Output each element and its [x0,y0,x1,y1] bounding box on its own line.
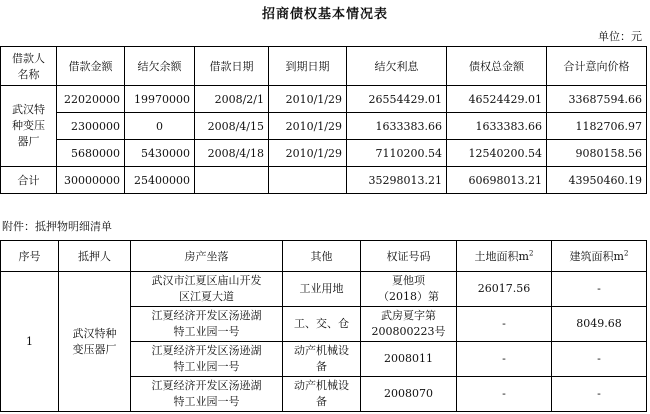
cell-text: 动产机械设 [294,379,349,392]
cell-text: 江夏经济开发区汤逊湖 [151,344,262,357]
building-area-cell[interactable]: 8049.68 [552,307,647,342]
total-label-cell[interactable]: 合计 [1,167,57,194]
header-total-claim[interactable]: 债权总金额 [447,47,547,86]
building-area-cell[interactable]: - [552,377,647,412]
header-text: 土地面积m [474,250,529,263]
total-cell[interactable]: 25400000 [125,167,195,194]
collateral-table [0,240,647,412]
mortgagor-cell[interactable] [59,272,131,412]
total-cell[interactable]: 30000000 [57,167,125,194]
land-area-cell[interactable]: 26017.56 [457,272,552,307]
table-cell[interactable]: 46524429.01 [447,86,547,113]
cell-text: 工业用地 [299,282,344,295]
table-row [1,86,647,113]
table-cell[interactable]: 2008/2/1 [195,86,269,113]
superscript: 2 [623,249,629,258]
building-area-cell[interactable]: - [552,272,647,307]
header-text: 建筑面积m [569,250,624,263]
certificate-cell[interactable] [361,272,457,307]
cell-text: 区江夏大道 [179,290,234,303]
table-cell[interactable]: 2010/1/29 [269,113,347,140]
total-cell[interactable]: 43950460.19 [547,167,647,194]
table-cell[interactable]: 2008/4/15 [195,113,269,140]
header-loan-date[interactable]: 借款日期 [195,47,269,86]
header-due-date[interactable]: 到期日期 [269,47,347,86]
seq-no-cell[interactable]: 1 [1,272,59,412]
table-cell[interactable]: 5680000 [57,140,125,167]
table-cell[interactable]: 22020000 [57,86,125,113]
total-cell[interactable]: 35298013.21 [347,167,447,194]
land-area-cell[interactable]: - [457,307,552,342]
table-row [1,272,647,307]
other-cell[interactable] [283,377,361,412]
table-cell[interactable]: 19970000 [125,86,195,113]
table-cell[interactable]: 0 [125,113,195,140]
header-other[interactable]: 其他 [283,241,361,272]
cell-text: （2018）第 [378,290,439,303]
cell-text: 武房夏字第 [381,309,436,322]
table-cell[interactable]: 2010/1/29 [269,86,347,113]
header-building-area[interactable] [552,241,647,272]
mortgagor-text: 武汉特种 [72,326,117,340]
cell-text: 工、交、仓 [294,317,349,330]
header-seq-no[interactable]: 序号 [1,241,59,272]
table-cell[interactable]: 1182706.97 [547,113,647,140]
table-row [1,113,647,140]
header-borrower-name[interactable] [1,47,57,86]
cell-text: 特工业园一号 [173,325,240,338]
table-cell[interactable]: 12540200.54 [447,140,547,167]
debt-summary-table [0,46,647,194]
location-cell[interactable] [131,307,283,342]
table-cell[interactable]: 1633383.66 [347,113,447,140]
certificate-cell[interactable]: 2008011 [361,342,457,377]
cell-text: 武汉市江夏区庙山开发 [151,274,262,287]
header-land-area[interactable] [457,241,552,272]
table-cell[interactable]: 7110200.54 [347,140,447,167]
cell-text: 特工业园一号 [173,360,240,373]
header-total-intended-price[interactable]: 合计意向价格 [547,47,647,86]
header-mortgagor[interactable]: 抵押人 [59,241,131,272]
header-property-location[interactable]: 房产坐落 [131,241,283,272]
cell-text: 备 [316,395,327,408]
cell-text: 夏他项 [392,274,425,287]
table-cell[interactable]: 2008/4/18 [195,140,269,167]
land-area-cell[interactable]: - [457,342,552,377]
header-loan-amount[interactable]: 借款金额 [57,47,125,86]
total-cell[interactable]: 60698013.21 [447,167,547,194]
location-cell[interactable] [131,342,283,377]
cell-text: 特工业园一号 [173,395,240,408]
cell-text: 江夏经济开发区汤逊湖 [151,309,262,322]
other-cell[interactable] [283,342,361,377]
location-cell[interactable] [131,377,283,412]
total-cell[interactable] [269,167,347,194]
header-outstanding-balance[interactable]: 结欠余额 [125,47,195,86]
header-text: 名称 [17,68,40,81]
borrower-name-text: 器厂 [17,135,40,148]
superscript: 2 [528,249,534,258]
other-cell[interactable] [283,307,361,342]
attachment-title: 附件：抵押物明细清单 [2,220,112,233]
header-text: 借款人 [12,52,45,65]
collateral-header-row [1,241,647,272]
unit-label: 单位：元 [598,30,642,43]
table-cell[interactable]: 2010/1/29 [269,140,347,167]
cell-text: 200800223号 [371,325,446,338]
borrower-name-text: 武汉特 [12,103,45,116]
borrower-name-text: 种变压 [12,119,45,132]
total-cell[interactable] [195,167,269,194]
header-outstanding-interest[interactable]: 结欠利息 [347,47,447,86]
table-cell[interactable]: 5430000 [125,140,195,167]
cell-text: 江夏经济开发区汤逊湖 [151,379,262,392]
table-row [1,140,647,167]
header-certificate-no[interactable]: 权证号码 [361,241,457,272]
table-cell[interactable]: 9080158.56 [547,140,647,167]
other-cell[interactable] [283,272,361,307]
table-cell[interactable]: 1633383.66 [447,113,547,140]
cell-text: 备 [316,360,327,373]
sheet-title: 招商债权基本情况表 [261,7,388,22]
table-cell[interactable]: 26554429.01 [347,86,447,113]
table-cell[interactable]: 33687594.66 [547,86,647,113]
summary-header-row [1,47,647,86]
mortgagor-text: 变压器厂 [72,342,117,356]
location-cell[interactable] [131,272,283,307]
land-area-cell[interactable]: - [457,377,552,412]
certificate-cell[interactable]: 2008070 [361,377,457,412]
table-cell[interactable]: 2300000 [57,113,125,140]
borrower-name-cell[interactable] [1,86,57,167]
building-area-cell[interactable]: - [552,342,647,377]
cell-text: 动产机械设 [294,344,349,357]
certificate-cell[interactable] [361,307,457,342]
total-row [1,167,647,194]
